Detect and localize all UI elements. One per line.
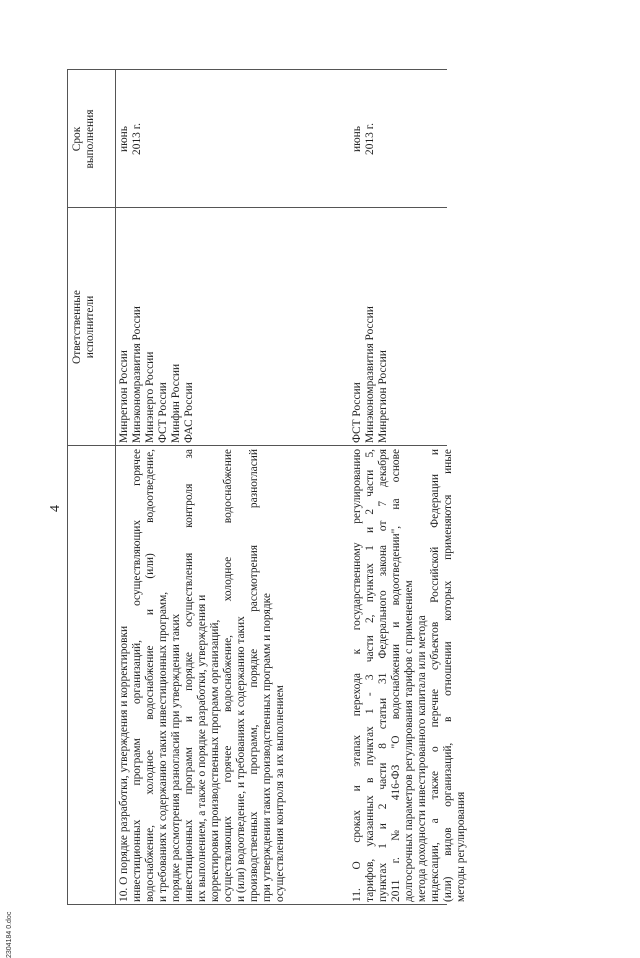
row-1-deadline bbox=[118, 70, 144, 208]
row-1-line: порядке рассмотрения разногласий при утверждении таких bbox=[170, 613, 182, 902]
row-1-line: и (или) водоотведение, и требованиях к содержанию таких bbox=[235, 616, 247, 902]
header-divider bbox=[115, 70, 116, 905]
row-1-line: инвестиционных программ организаций, осуществляющих горячее bbox=[131, 449, 143, 902]
responsible-agency: Минэкономразвития России bbox=[131, 306, 143, 443]
row-1-line: и требованиях к содержанию таких инвестиционных программ, bbox=[157, 591, 169, 902]
responsible-agency: Минэнерго России bbox=[144, 351, 156, 443]
row-2-line: тарифов, указанных в пунктах 1 - 3 части 2, пунктах 1 и 2 части 5, bbox=[364, 449, 376, 902]
header-responsible bbox=[71, 208, 97, 446]
rotated-page-content bbox=[48, 70, 467, 905]
row-1-responsible bbox=[118, 211, 196, 443]
row-1-line: их выполнением, а также о порядке разработки, утверждения и bbox=[196, 594, 208, 902]
row-1-line: производственных программ, порядке рассмотрения разногласий bbox=[248, 449, 260, 902]
row-1-line: корректировки производственных программ организаций, bbox=[209, 619, 221, 902]
deadline-year: 2013 г. bbox=[364, 123, 376, 155]
row-2-line: пунктах 1 и 2 части 8 статьи 31 Федерального закона от 7 декабря bbox=[377, 449, 389, 902]
row-1-description bbox=[118, 449, 287, 902]
responsible-agency: ФСТ России bbox=[351, 382, 363, 443]
deadline-month: июнь bbox=[118, 126, 130, 152]
row-2-line: долгосрочных параметров регулирования тарифов с применением bbox=[403, 580, 415, 902]
row-2-line: метода доходности инвестированного капитала или метода bbox=[416, 615, 428, 902]
deadline-month: июнь bbox=[351, 126, 363, 152]
row-1-line: осуществляющих горячее водоснабжение, холодное водоснабжение bbox=[222, 449, 234, 902]
header-deadline-line1: Срок bbox=[71, 126, 83, 152]
row-2-line: (или) видов организаций, в отношении которых применяются иные bbox=[442, 449, 454, 902]
header-deadline bbox=[71, 70, 97, 208]
responsible-agency: Минэкономразвития России bbox=[364, 306, 376, 443]
page-number: 4 bbox=[48, 505, 63, 512]
document-file-code-text: 2304184 0.doc bbox=[6, 911, 13, 958]
row-1-line: 10. О порядке разработки, утверждения и корректировки bbox=[118, 625, 130, 902]
header-deadline-line2: выполнения bbox=[84, 109, 96, 169]
row-1-line: при утверждении таких производственных программ и порядке bbox=[261, 593, 273, 902]
row-2-line: 2011 г. № 416-ФЗ "О водоснабжении и водоотведении", на основе bbox=[390, 449, 402, 902]
row-2-line: 11. О сроках и этапах перехода к государственному регулированию bbox=[351, 449, 363, 902]
table-border-top bbox=[67, 70, 68, 905]
deadline-year: 2013 г. bbox=[131, 123, 143, 155]
responsible-agency: Минрегион России bbox=[377, 350, 389, 443]
header-responsible-line1: Ответственные bbox=[71, 290, 83, 364]
document-file-code bbox=[6, 888, 20, 958]
row-2-description bbox=[351, 449, 468, 902]
row-2-deadline bbox=[351, 70, 377, 208]
responsible-agency: Минфин России bbox=[170, 363, 182, 443]
row-1-line: осуществления контроля за их выполнением bbox=[274, 685, 286, 902]
column-divider-1 bbox=[67, 445, 447, 446]
row-2-responsible bbox=[351, 211, 390, 443]
row-2-line: методы регулирования bbox=[455, 791, 467, 902]
row-1-line: водоснабжение, холодное водоснабжение и (или) водоотведение, bbox=[144, 449, 156, 902]
row-1-line: инвестиционных программ и порядке осуществления контроля за bbox=[183, 449, 195, 902]
responsible-agency: ФСТ России bbox=[157, 382, 169, 443]
row-2-line: индексации, а также о перечне субъектов Российской Федерации и bbox=[429, 449, 441, 902]
responsible-agency: ФАС России bbox=[183, 382, 195, 443]
responsible-agency: Минрегион России bbox=[118, 350, 130, 443]
header-responsible-line2: исполнители bbox=[84, 295, 96, 359]
